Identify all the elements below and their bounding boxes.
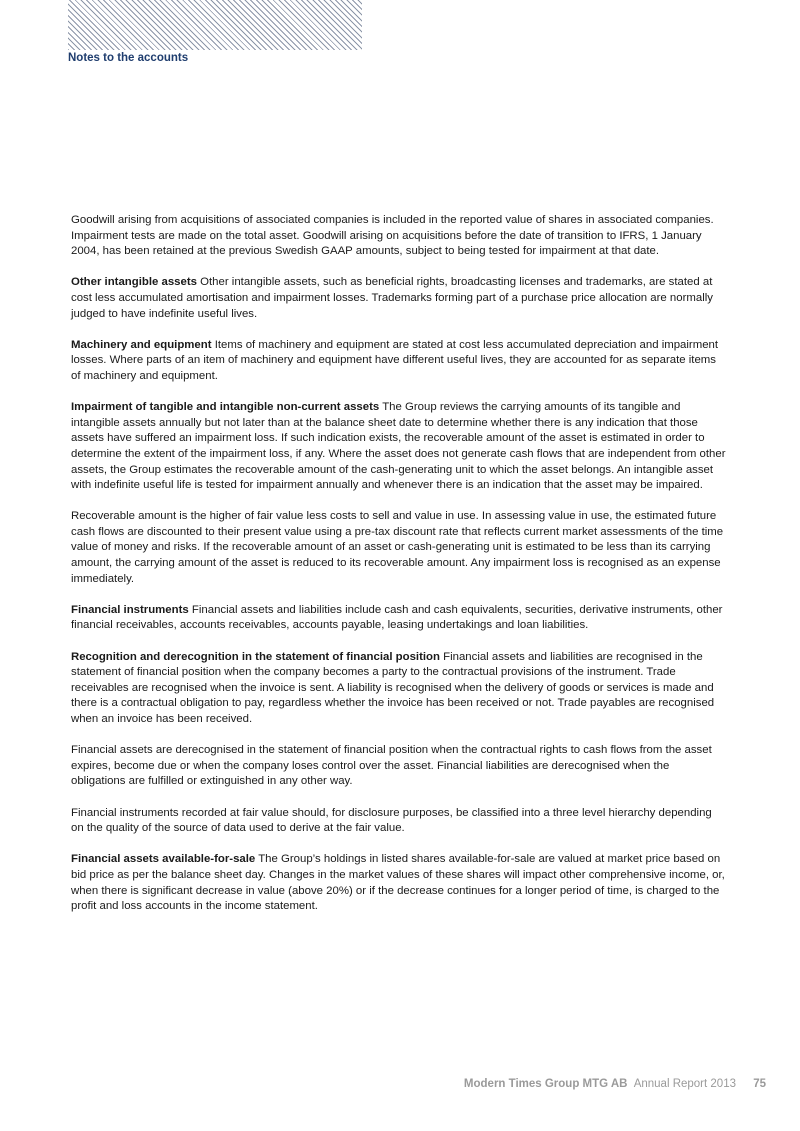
paragraph-heading: Recognition and derecognition in the statement of financial position [71, 650, 440, 663]
paragraph-machinery-equipment [71, 338, 726, 385]
paragraph-heading: Machinery and equipment [71, 338, 212, 351]
paragraph-text: The Group’s holdings in listed shares available-for-sale are valued at market price based on bid price as per the balance sheet day. Changes in the market values of these shares will impact other comprehensive income, or, when there is significant decrease in value (above 20%) or if the decrease continues for a longer period of time, is charged to the profit and loss accounts in the income statement. [71, 853, 725, 913]
paragraph-heading: Impairment of tangible and intangible non-current assets [71, 401, 380, 414]
paragraph-text: Financial assets and liabilities are recognised in the statement of financial position when the company becomes a party to the contractual provisions of the instrument. Trade receivables are recognised when the invoice is sent. A liability is recognised when the delivery of goods or services is made and there is a contractual obligation to pay, regardless whether the invoice has been received or not. Trade payables are recognised when an invoice has been received. [71, 650, 715, 725]
section-label: Notes to the accounts [68, 52, 189, 64]
paragraph-text: The Group reviews the carrying amounts of its tangible and intangible assets annually but not later than at the balance sheet date to determine whether there is any indication that those assets have suffered an impairment loss. If such indication exists, the recoverable amount of the asset is estimated in order to determine the extent of the impairment loss, if any. Where the asset does not generate cash flows that are independent from other assets, the Group estimates the recoverable amount of the cash-generating unit to which the asset belongs. An intangible asset with indefinite useful life is tested for impairment annually and whenever there is an indication that the asset may be impaired. [71, 401, 726, 492]
paragraph-heading: Financial assets available-for-sale [71, 853, 256, 866]
paragraph-recoverable-amount [71, 509, 726, 587]
paragraph-goodwill [71, 213, 726, 260]
paragraph-text: Items of machinery and equipment are stated at cost less accumulated depreciation and impairment losses. Where parts of an item of machinery and equipment have different useful lives, they are accounted for as separate items of machinery and equipment. [71, 338, 719, 382]
paragraph-text: Financial instruments recorded at fair value should, for disclosure purposes, be classified into a three level hierarchy depending on the quality of the source of data used to derive at the fair value. [71, 806, 712, 835]
page-footer [464, 1078, 766, 1090]
paragraph-derecognised [71, 743, 726, 790]
footer-company: Modern Times Group MTG AB [463, 1078, 628, 1090]
paragraph-other-intangible-assets [71, 275, 726, 322]
paragraph-heading: Other intangible assets [71, 276, 197, 289]
page-number: 75 [753, 1078, 766, 1090]
paragraph-heading: Financial instruments [71, 603, 189, 616]
paragraph-text: Financial assets are derecognised in the statement of financial position when the contractual rights to cash flows from the asset expires, become due or when the company loses control over the asset. Financial liabilities are derecognised when the obligations are fulfilled or extinguished in any other way. [71, 744, 712, 788]
paragraph-recognition-derecognition [71, 650, 726, 728]
paragraph-text: Financial assets and liabilities include cash and cash equivalents, securities, derivative instruments, other financial receivables, accounts receivables, accounts payable, leasing undertakings and loan liabilities. [71, 603, 723, 632]
paragraph-text: Other intangible assets, such as beneficial rights, broadcasting licenses and trademarks, are stated at cost less accumulated amortisation and impairment losses. Trademarks forming part of a purchase price allocation are normally judged to have indefinite useful lives. [71, 276, 713, 320]
footer-report: Annual Report 2013 [633, 1078, 736, 1090]
header-hatch-pattern [68, 0, 362, 50]
notes-body [71, 213, 726, 930]
paragraph-text: Recoverable amount is the higher of fair value less costs to sell and value in use. In assessing value in use, the estimated future cash flows are discounted to their present value using a pre-tax discount rate that reflects current market assessments of the time value of money and risks. If the recoverable amount of an asset or cash-generating unit is estimated to be less than its carrying amount, the carrying amount of the asset is reduced to its recoverable amount. Any impairment loss is recognised as an expense immediately. [71, 510, 724, 585]
paragraph-fair-value-hierarchy [71, 806, 726, 837]
paragraph-text: Goodwill arising from acquisitions of associated companies is included in the reported value of shares in associated companies. Impairment tests are made on the total asset. Goodwill arising on acquisitions before the date of transition to IFRS, 1 January 2004, has been retained at the previous Swedish GAAP amounts, subject to being tested for impairment at that date. [71, 214, 714, 258]
paragraph-available-for-sale [71, 852, 726, 914]
paragraph-financial-instruments [71, 603, 726, 634]
paragraph-impairment [71, 400, 726, 494]
